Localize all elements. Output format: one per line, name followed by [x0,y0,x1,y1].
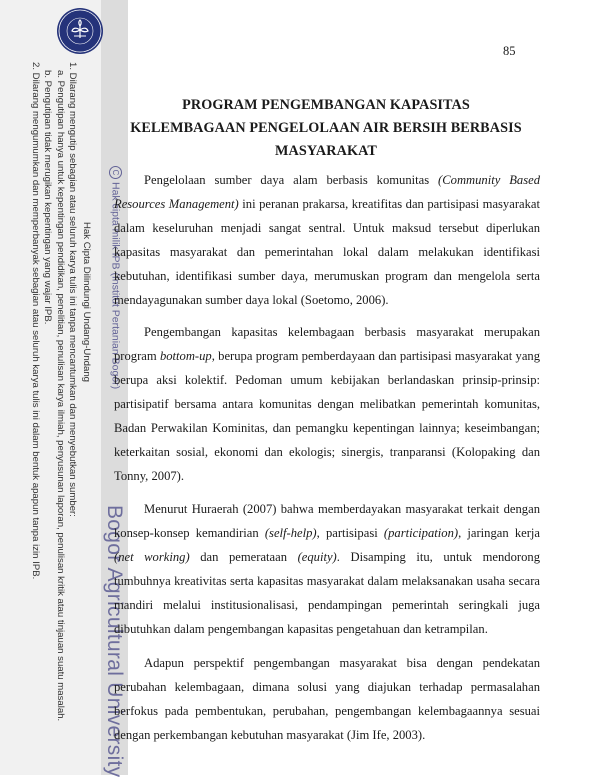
italic-term: (Community Based Resources Management) [114,173,540,211]
title-line: MASYARAKAT [275,143,377,159]
copyright-item: 2. Dilarang mengumumkan dan memperbanyak sebagian atau seluruh karya tulis ini dalam bentuk apapun tanpa izin IPB. [30,62,42,580]
italic-term: (participation) [383,526,459,540]
ipb-logo-icon [57,8,103,54]
italic-term: (net working) [114,550,190,564]
italic-term: bottom-up [159,349,212,363]
document-title [112,94,540,163]
copyright-item: a. Pengutipan hanya untuk kepentingan pendidikan, penelitian, penulisan karya ilmiah, penyusunan laporan, penulisan kritik atau tinjauan suatu masalah. [54,70,66,722]
copyright-symbol-icon: C [109,166,122,179]
paragraph [114,497,540,641]
page-number: 85 [503,44,516,58]
paragraph-text: . Disamping itu, untuk mendorong tumbuhnya kreativitas serta kapasitas masyarakat dalam melaksanakan usaha secara mandiri melalui institusionalisasi, pendampingan pemerintah seringkali juga dibutuhkan dalam pengembangan kapasitas pengetahuan dan ketrampilan. [114,550,540,636]
paragraph-text: dan pemerataan [189,550,298,564]
paragraph-text: , partisipasi [316,526,384,540]
copyright-notice [29,62,92,762]
paragraph: Adapun perspektif pengembangan masyarakat bisa dengan pendekatan perubahan kelembagaan, dimana solusi yang diajukan terhadap permasalahan berfokus pada pembentukan, perubahan, pengembangan kelembagaannya sesuai dengan perkembangan kebutuhan masyarakat (Jim Ife, 2003). [114,656,540,742]
italic-term: (self-help) [264,526,317,540]
watermark-university: Bogor Agricultural University [103,505,126,777]
paragraph-text: , jaringan kerja [458,526,540,540]
title-line: PROGRAM PENGEMBANGAN KAPASITAS [182,97,470,113]
paragraph-text: Menurut Huraerah (2007) bahwa memberdayakan masyarakat terkait dengan konsep-konsep kemandirian [114,502,540,540]
italic-term: (equity) [297,550,337,564]
paragraph-text: , berupa program pemberdayaan dan partisipasi masyarakat yang berupa aksi kolektif. Pedoman umum kebijakan berlandaskan prinsip-prinsip: partisipatif bersama antara komunitas dengan melibatkan pemerintah komunitas, Badan Perwakilan Kominitas, dan pemangku kepentingan lainnya; keseimbangan; keterkaitan sosial, ekonomi dan ekologis; sinergis, tranparansi (Kolopaking dan Tonny, 2007). [114,349,540,483]
copyright-heading: Hak Cipta Dilindungi Undang-Undang [81,222,92,382]
paragraph [114,168,540,312]
copyright-item: b. Pengutipan tidak merugikan kepentingan yang wajar IPB. [42,70,54,325]
ipb-seal-graphic [57,8,103,54]
paragraph-text: Pengembangan kapasitas kelembagaan berbasis masyarakat merupakan program [114,325,540,363]
watermark-small-text: Hak cipta milik IPB (Institut Pertanian Bogor) [109,182,122,390]
paragraph [114,320,540,488]
paragraph-text: ini peranan prakarsa, kreatifitas dan partisipasi masyarakat dalam keseluruhan menjadi sangat sentral. Untuk maksud tersebut diperlukan kapasitas masyarakat dan pemerintahan lokal dalam melakukan identifikasi kebutuhan, identifikasi sumber daya, merumuskan program dan mengelola serta mendayagunakan sumber daya lokal (Soetomo, 2006). [114,197,540,307]
paragraph-text: Pengelolaan sumber daya alam berbasis komunitas [144,173,439,187]
copyright-item: 1. Dilarang mengutip sebagian atau seluruh karya tulis ini tanpa mencantumkan dan menyebutkan sumber: [66,62,78,517]
title-line: KELEMBAGAAN PENGELOLAAN AIR BERSIH BERBASIS [130,120,522,136]
document-body [114,168,540,755]
